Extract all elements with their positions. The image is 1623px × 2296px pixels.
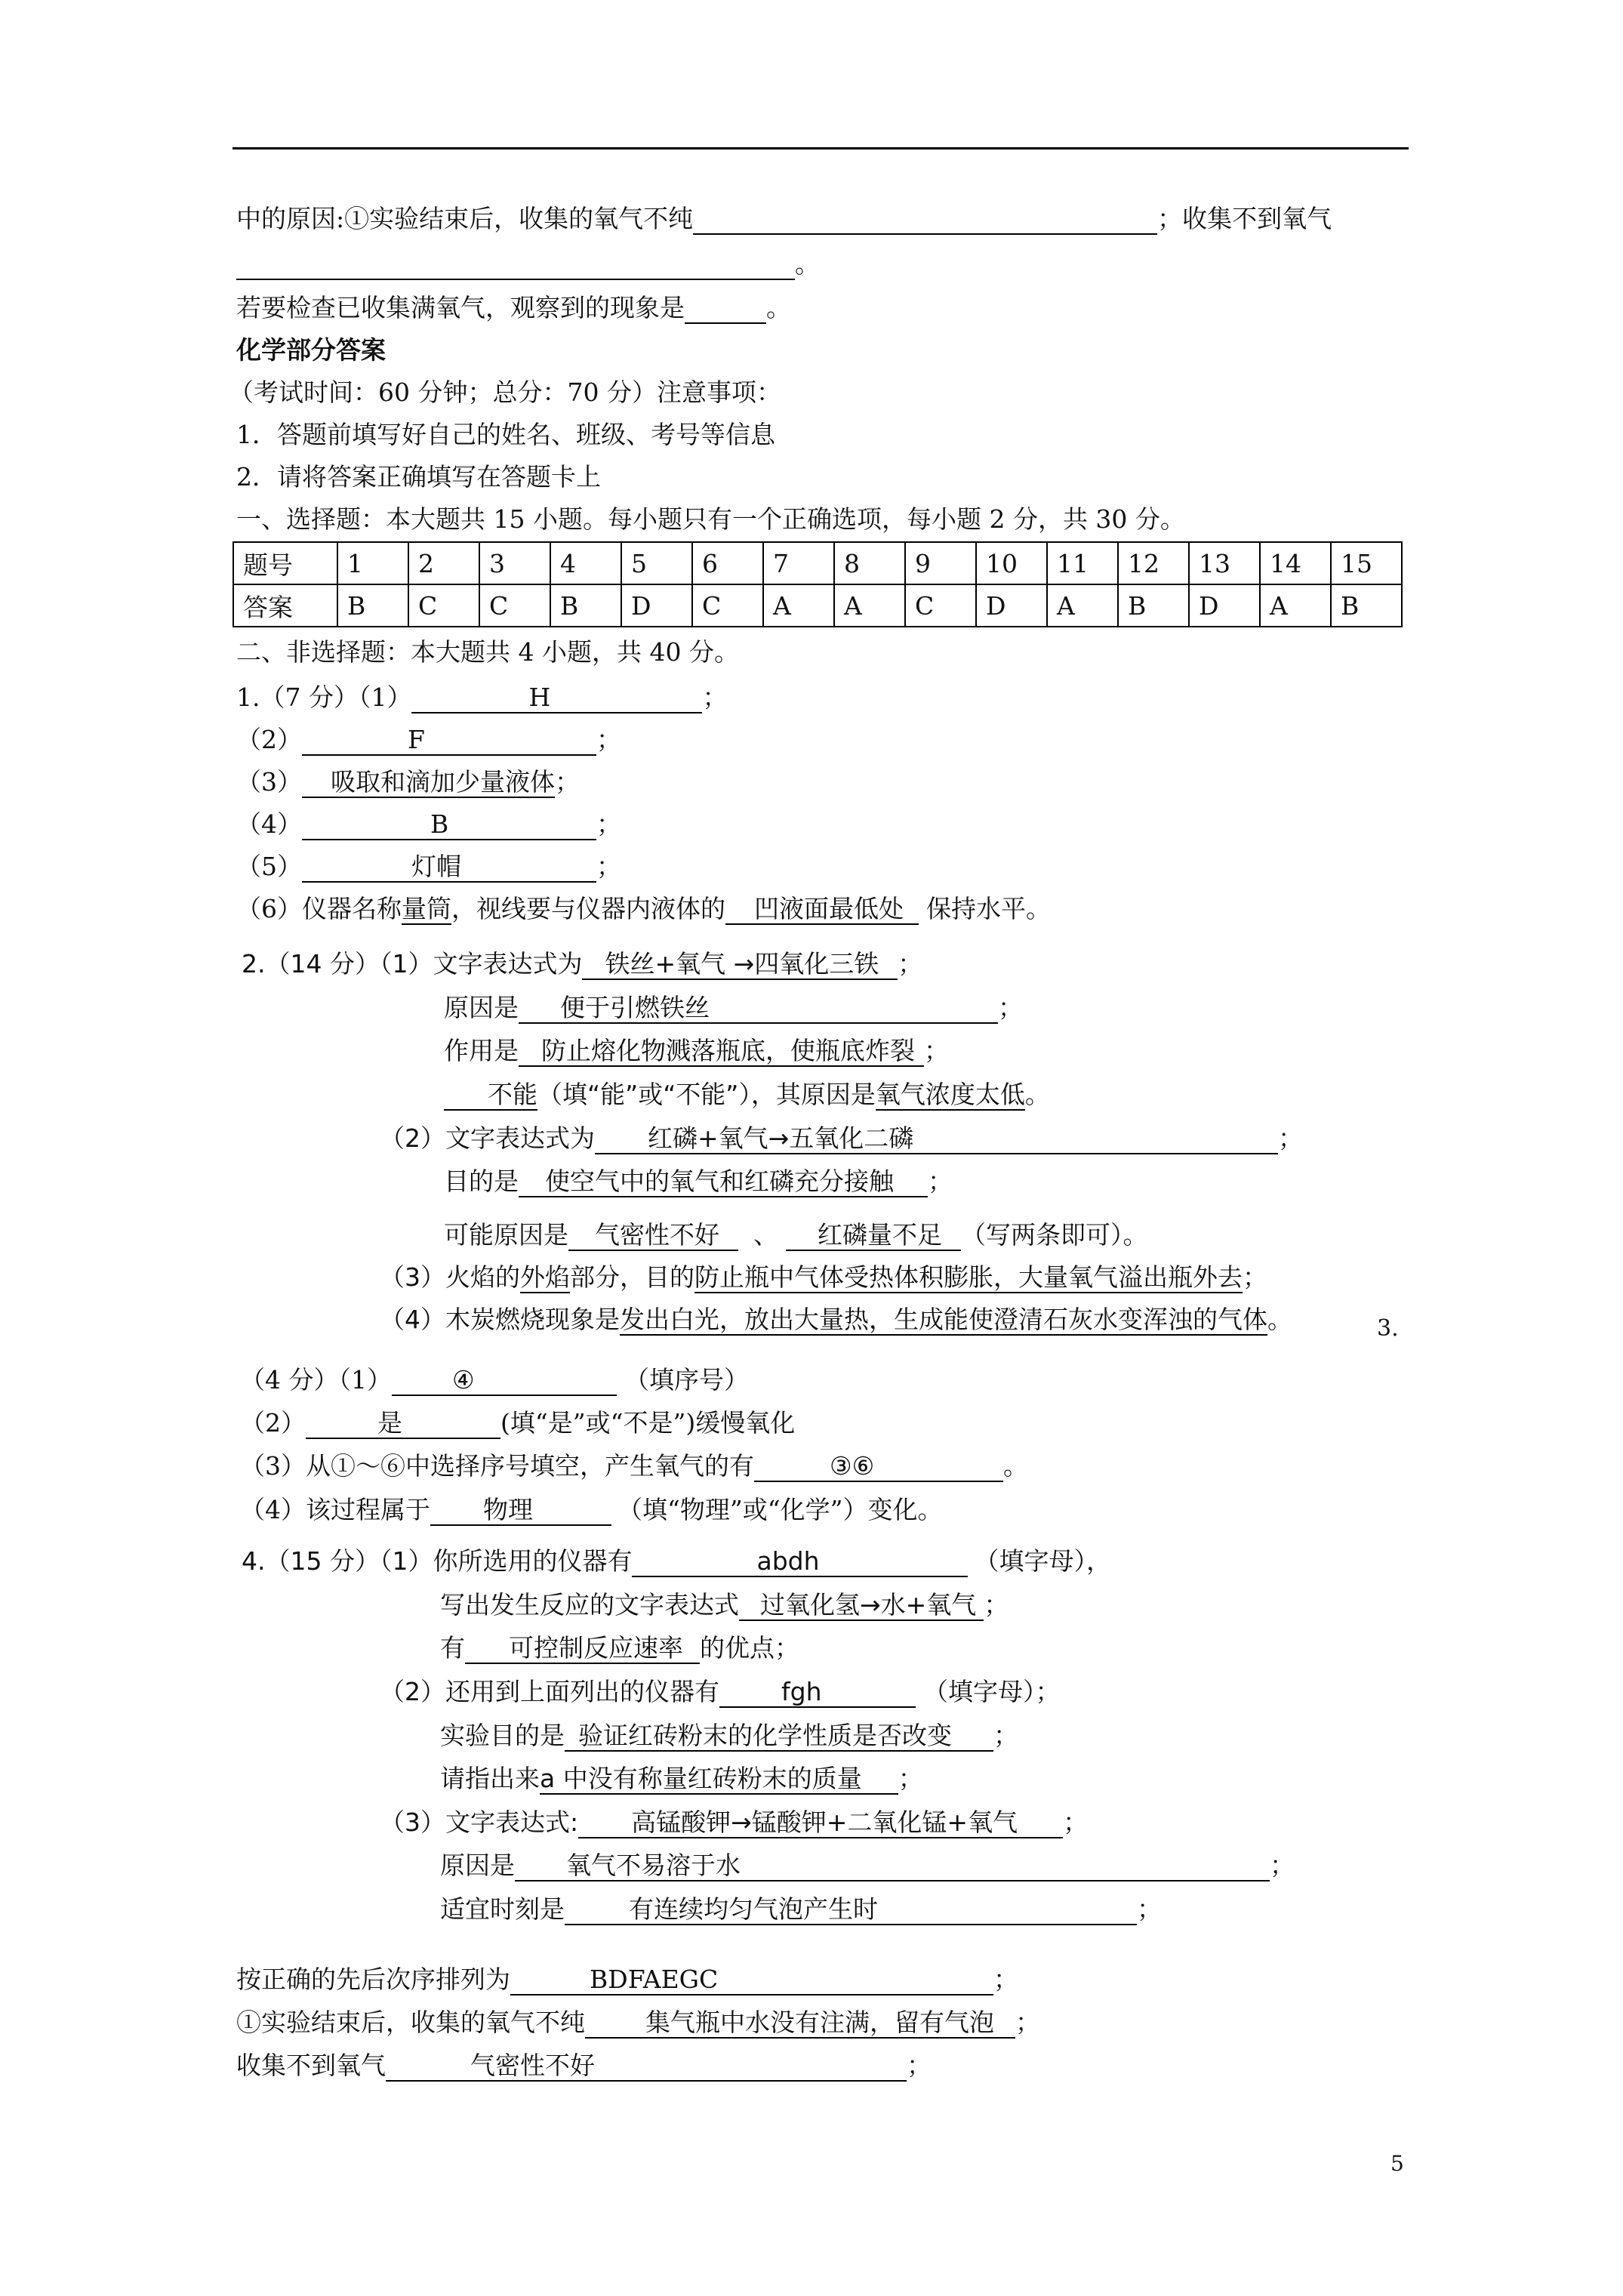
header-rule xyxy=(233,147,1409,149)
answer-text: 凹液面最低处 xyxy=(725,895,919,925)
answer-text: 是 xyxy=(306,1409,500,1439)
q1-line-5: （5） 灯帽 ； xyxy=(236,852,621,881)
q2-line-7: 可能原因是 气密性不好 、 红磷量不足 （写两条即可）。 xyxy=(444,1220,1148,1250)
q2-line-1: 2.（14 分）（1）文字表达式为 铁丝+氧气 →四氧化三铁 ； xyxy=(242,949,923,978)
answer-text: 可控制反应速率 xyxy=(465,1634,700,1664)
q1-line-2: （2） F ； xyxy=(236,725,621,754)
q1-line-6: （6）仪器名称量筒，视线要与仪器内液体的 凹液面最低处 保持水平。 xyxy=(236,894,1051,923)
table-cell: D xyxy=(1189,584,1260,627)
answer-text: 防止熔化物溅落瓶底，使瓶底炸裂 xyxy=(519,1037,924,1067)
q4-line-7: （3）文字表达式: 高锰酸钾→锰酸钾+二氧化锰+氧气 ； xyxy=(380,1808,1089,1837)
q3-line-3: （3）从①～⑥中选择序号填空，产生氧气的有 ③⑥ 。 xyxy=(240,1451,1028,1481)
q2-line-5: （2）文字表达式为 红磷+氧气→五氧化二磷 ； xyxy=(380,1123,1303,1153)
note-1: 1．答题前填写好自己的姓名、班级、考号等信息 xyxy=(236,420,775,449)
answer-table xyxy=(233,541,1403,627)
answer-text: 集气瓶中水没有注满，留有气泡 xyxy=(585,2008,1015,2039)
q4-line-8: 原因是 氧气不易溶于水 ； xyxy=(440,1851,1295,1880)
answer-text: 高锰酸钾→锰酸钾+二氧化锰+氧气 xyxy=(578,1808,1063,1838)
table-cell: 1 xyxy=(337,542,408,584)
answer-text: H xyxy=(411,683,702,713)
table-cell: 2 xyxy=(408,542,479,584)
note-2: 2．请将答案正确填写在答题卡上 xyxy=(236,462,601,492)
table-cell: 15 xyxy=(1331,542,1402,584)
answer-text: 有连续均匀气泡产生时 xyxy=(565,1895,1137,1925)
q3-line-4: （4）该过程属于 物理 （填“物理”或“化学”）变化。 xyxy=(240,1495,943,1524)
answer-text: BDFAEGC xyxy=(510,1965,993,1996)
answer-text: 灯帽 xyxy=(302,852,596,883)
table-label: 题号 xyxy=(233,542,337,584)
answer-text: 过氧化氢→水+氧气 xyxy=(739,1591,984,1621)
table-cell: C xyxy=(408,584,479,627)
table-cell: D xyxy=(976,584,1047,627)
answer-title: 化学部分答案 xyxy=(236,335,386,365)
table-cell: 4 xyxy=(550,542,621,584)
table-cell: 9 xyxy=(905,542,976,584)
q4-line-9: 适宜时刻是 有连续均匀气泡产生时 ； xyxy=(440,1894,1162,1924)
table-cell: A xyxy=(763,584,834,627)
q4-line-1: 4.（15 分）（1）你所选用的仪器有 abdh （填字母）， xyxy=(242,1546,1111,1576)
table-cell: C xyxy=(479,584,550,627)
answer-text: 发出白光，放出大量热，生成能使澄清石灰水变浑浊的气体 xyxy=(620,1305,1267,1334)
q2-line-2: 原因是 便于引燃铁丝 ； xyxy=(444,993,1023,1022)
table-cell: B xyxy=(337,584,408,627)
table-cell: 6 xyxy=(692,542,763,584)
answer-text: 物理 xyxy=(430,1496,611,1526)
q2-line-6: 目的是 使空气中的氧气和红磷充分接触 ； xyxy=(444,1166,953,1196)
q4-line-4: （2）还用到上面列出的仪器有 fgh （填字母）； xyxy=(380,1677,1061,1706)
top-line-1: 中的原因:①实验结束后，收集的氧气不纯 ；收集不到氧气 xyxy=(236,204,1332,233)
table-cell: D xyxy=(621,584,692,627)
table-label: 答案 xyxy=(233,584,337,627)
answer-text: 使空气中的氧气和红磷充分接触 xyxy=(519,1167,928,1197)
table-row xyxy=(233,584,1402,627)
table-cell: 14 xyxy=(1260,542,1331,584)
answer-text: abdh xyxy=(632,1547,968,1577)
answer-text: F xyxy=(302,726,596,756)
answer-text: 吸取和滴加少量液体 xyxy=(302,768,555,798)
answer-text: a 中没有称量红砖粉末的质量 xyxy=(540,1764,898,1795)
answer-text: 铁丝+氧气 →四氧化三铁 xyxy=(582,950,898,980)
answer-text: ③⑥ xyxy=(754,1452,1003,1482)
table-cell: C xyxy=(692,584,763,627)
answer-text: 防止瓶中气体受热体积膨胀，大量氧气溢出瓶外去 xyxy=(694,1262,1243,1292)
table-cell: 10 xyxy=(976,542,1047,584)
table-cell: 12 xyxy=(1118,542,1189,584)
answer-text: 氧气浓度太低 xyxy=(875,1080,1025,1109)
page-number: 5 xyxy=(1390,2151,1404,2176)
tail-line-3: 收集不到氧气 气密性不好 ； xyxy=(236,2051,932,2080)
table-cell: A xyxy=(1047,584,1118,627)
answer-text: 气密性不好 xyxy=(568,1221,738,1251)
q1-line-1: 1.（7 分）（1） H ； xyxy=(236,683,728,712)
table-cell: A xyxy=(834,584,905,627)
answer-text: 氧气不易溶于水 xyxy=(515,1851,1270,1881)
table-cell: A xyxy=(1260,584,1331,627)
blank xyxy=(693,205,1157,235)
table-cell: B xyxy=(550,584,621,627)
table-cell: 7 xyxy=(763,542,834,584)
table-cell: 13 xyxy=(1189,542,1260,584)
q3-line-1: （4 分）（1） ④ （填序号） xyxy=(240,1365,749,1395)
answer-text: 红磷量不足 xyxy=(786,1221,961,1251)
answer-text: fgh xyxy=(719,1678,916,1708)
table-cell: B xyxy=(1331,584,1402,627)
answer-text: 外焰 xyxy=(520,1262,570,1292)
exam-info: （考试时间：60 分钟；总分：70 分）注意事项： xyxy=(229,378,781,407)
table-cell: B xyxy=(1118,584,1189,627)
answer-text: 不能 xyxy=(444,1080,537,1111)
answer-text: 气密性不好 xyxy=(386,2051,907,2082)
q2-line-9: （4）木炭燃烧现象是发出白光，放出大量热，生成能使澄清石灰水变浑浊的气体。 xyxy=(380,1305,1292,1334)
q4-line-2: 写出发生反应的文字表达式 过氧化氢→水+氧气 ； xyxy=(440,1590,1009,1620)
q4-line-5: 实验目的是 验证红砖粉末的化学性质是否改变 ； xyxy=(440,1721,1018,1750)
section-2-title: 二、非选择题：本大题共 4 小题，共 40 分。 xyxy=(236,637,739,667)
q3-line-2: （2） 是 (填“是”或“不是”)缓慢氧化 xyxy=(240,1408,796,1438)
blank xyxy=(685,294,766,324)
q2-line-3: 作用是 防止熔化物溅落瓶底，使瓶底炸裂 ； xyxy=(444,1036,949,1065)
answer-text: B xyxy=(302,810,596,840)
answer-text: 便于引燃铁丝 xyxy=(519,994,998,1024)
answer-text: ④ xyxy=(392,1366,617,1396)
q2-line-8: （3）火焰的外焰部分，目的防止瓶中气体受热体积膨胀，大量氧气溢出瓶外去； xyxy=(380,1262,1267,1292)
table-cell: C xyxy=(905,584,976,627)
table-cell: 11 xyxy=(1047,542,1118,584)
answer-text: 验证红砖粉末的化学性质是否改变 xyxy=(565,1721,993,1752)
top-line-2: 。 xyxy=(236,248,820,281)
table-cell: 3 xyxy=(479,542,550,584)
table-cell: 5 xyxy=(621,542,692,584)
table-cell: 8 xyxy=(834,542,905,584)
q1-line-4: （4） B ； xyxy=(236,809,621,839)
question-3-number: 3. xyxy=(1377,1315,1399,1342)
tail-line-2: ①实验结束后，收集的氧气不纯 集气瓶中水没有注满，留有气泡 ； xyxy=(236,2008,1040,2037)
answer-text: 红磷+氧气→五氧化二磷 xyxy=(595,1124,1278,1154)
answer-text: 量筒 xyxy=(402,894,451,923)
blank xyxy=(236,250,795,280)
q2-line-4: 不能（填“能”或“不能”），其原因是氧气浓度太低。 xyxy=(444,1078,1050,1111)
tail-line-1: 按正确的先后次序排列为 BDFAEGC ； xyxy=(236,1965,1018,1994)
section-1-title: 一、选择题：本大题共 15 小题。每小题只有一个正确选项，每小题 2 分，共 30 分。 xyxy=(236,504,1185,534)
q1-line-3: （3） 吸取和滴加少量液体； xyxy=(236,767,580,797)
q4-line-3: 有 可控制反应速率 的优点； xyxy=(440,1633,799,1663)
top-line-3: 若要检查已收集满氧气，观察到的现象是 。 xyxy=(236,293,791,322)
table-row xyxy=(233,542,1402,584)
q4-line-6: 请指出来a 中没有称量红砖粉末的质量 ； xyxy=(440,1764,923,1793)
